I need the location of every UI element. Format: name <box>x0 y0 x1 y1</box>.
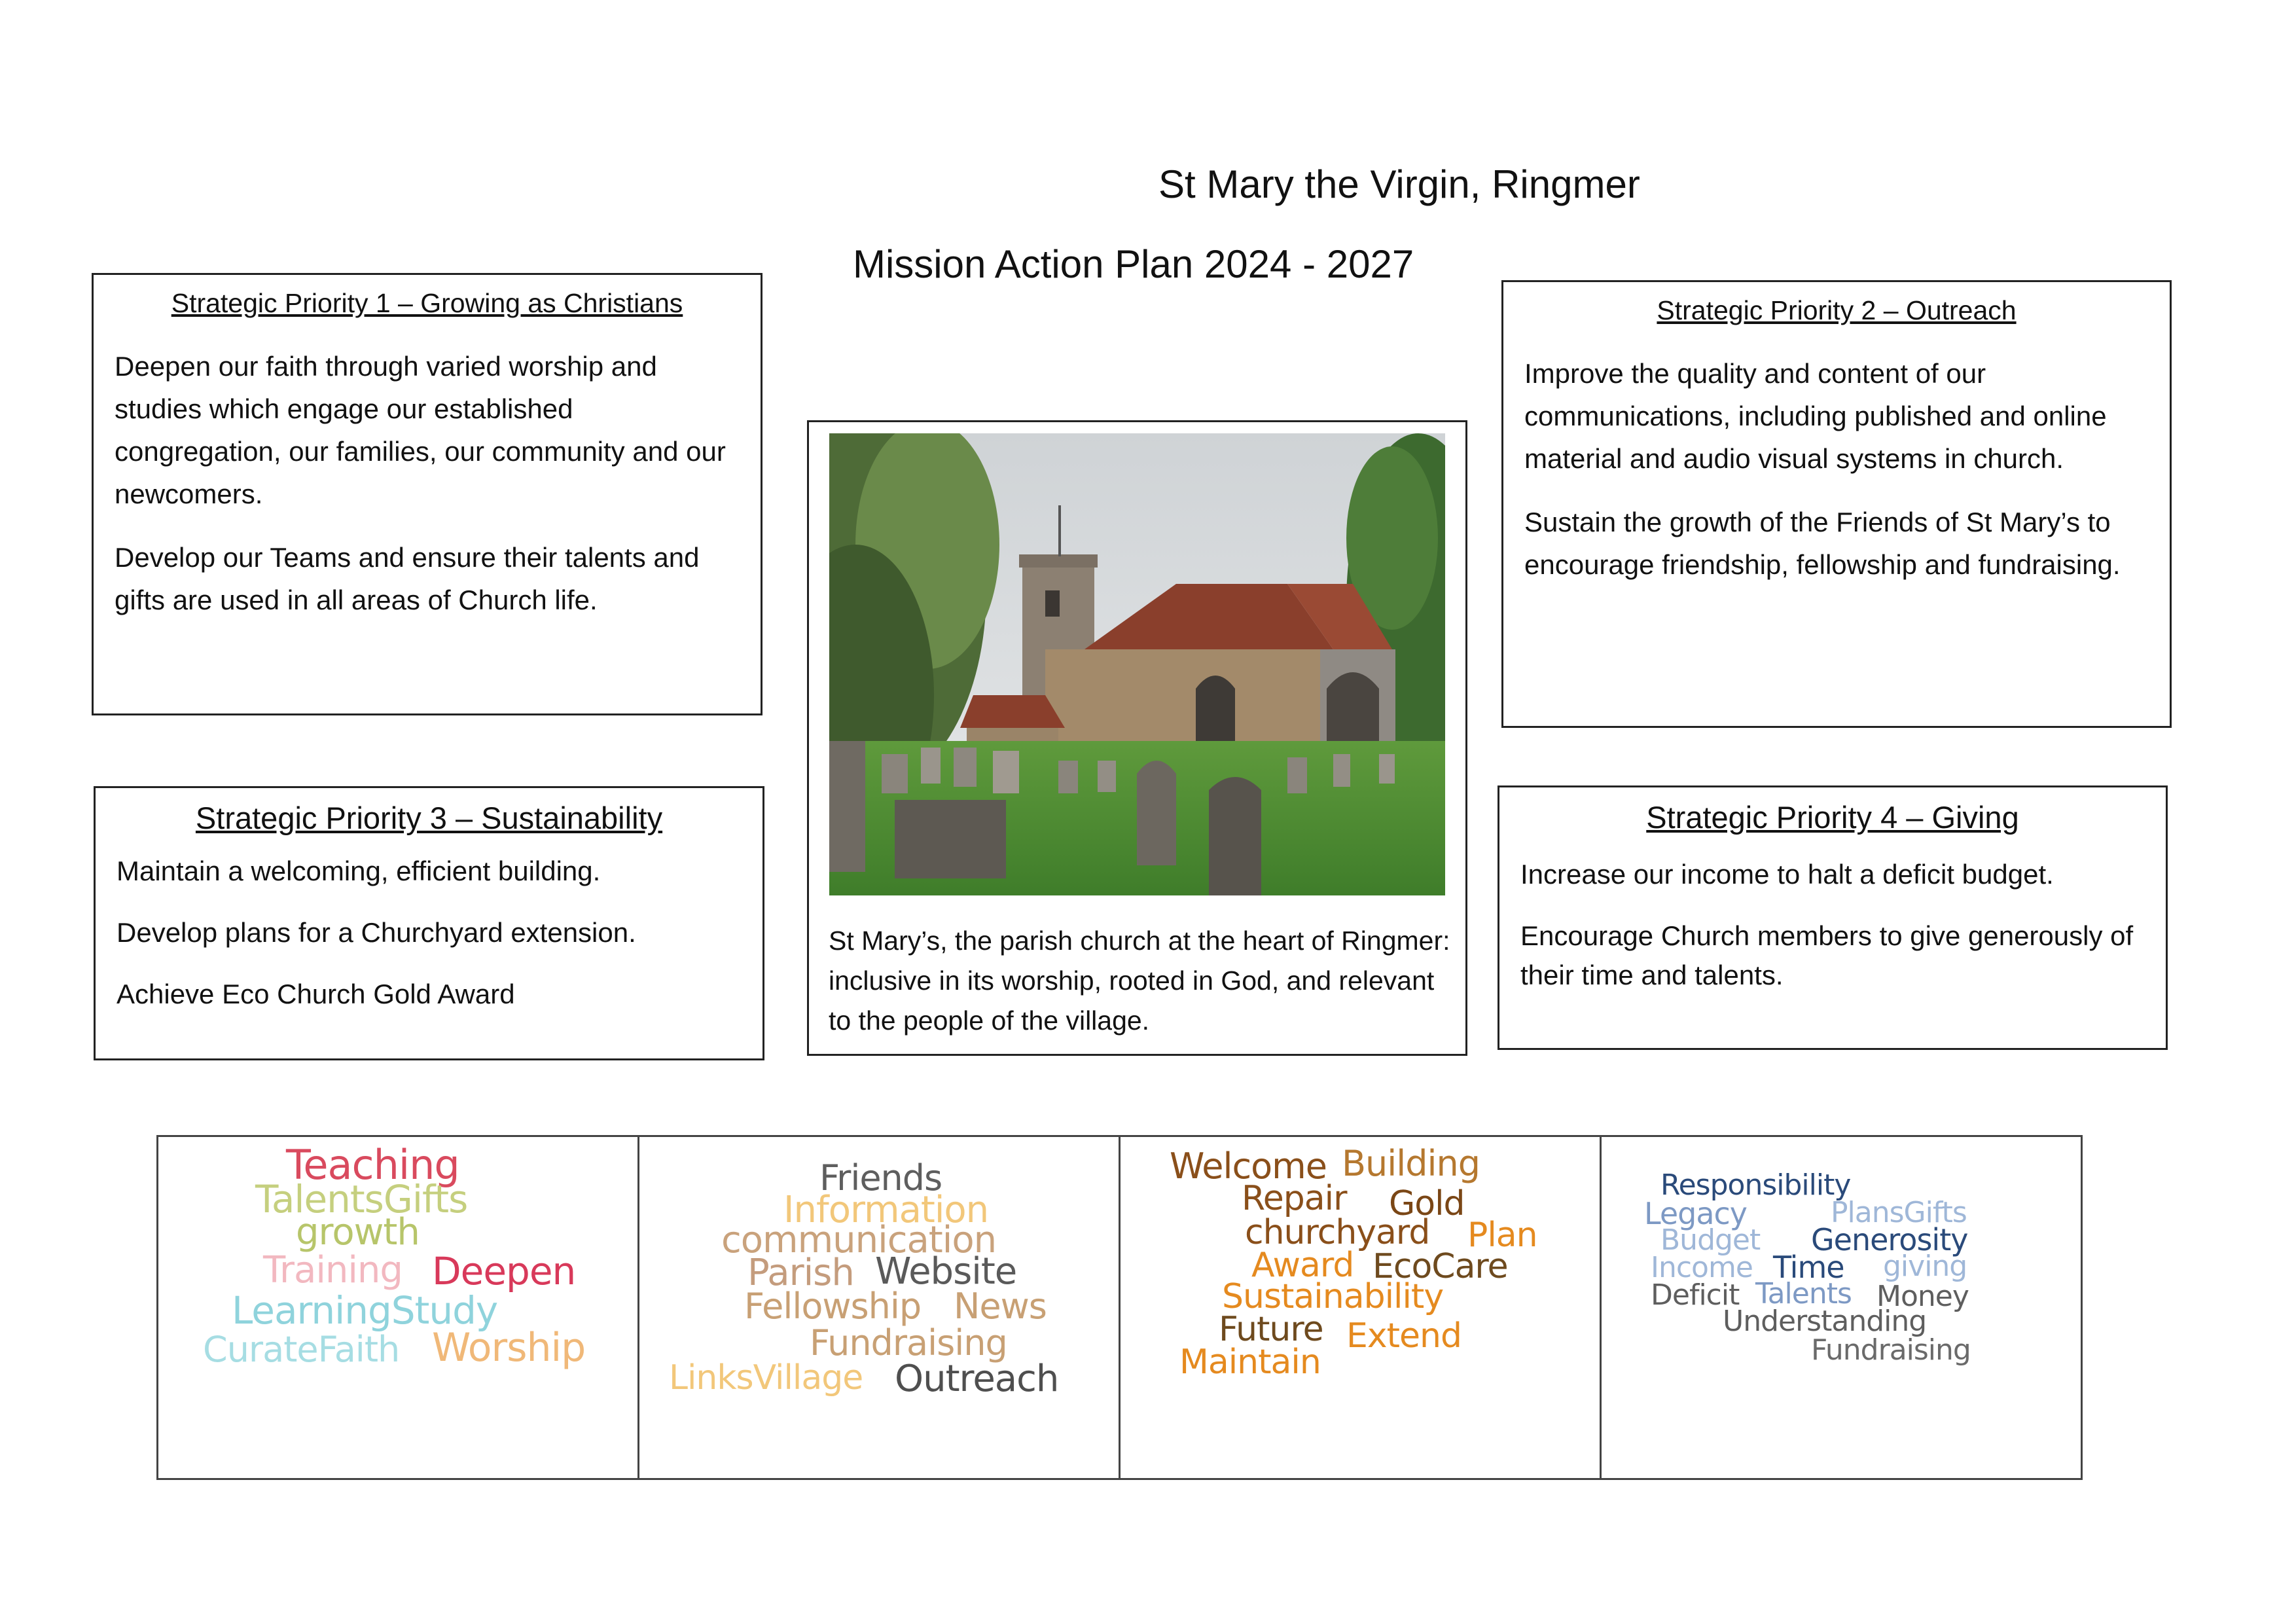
cloud-word: EcoCare <box>1372 1247 1508 1286</box>
church-photo <box>829 433 1445 895</box>
cloud-word: Parish <box>747 1252 854 1294</box>
priority-1-box <box>92 273 762 715</box>
cloud-word: Information <box>783 1189 989 1231</box>
cloud-word: Worship <box>432 1325 586 1371</box>
cloud-word: growth <box>296 1211 420 1254</box>
cloud-word: Budget <box>1660 1223 1761 1257</box>
cloud-word: Fundraising <box>810 1322 1007 1363</box>
cloud-word: Generosity <box>1811 1222 1968 1257</box>
priority-4-title: Strategic Priority 4 – Giving <box>1646 800 2019 835</box>
word-cloud-sustainability <box>1121 1137 1602 1478</box>
cloud-word: Money <box>1876 1280 1969 1313</box>
church-photo-panel <box>807 420 1467 1056</box>
cloud-word: giving <box>1883 1250 1967 1283</box>
cloud-word: LearningStudy <box>232 1288 498 1333</box>
cloud-word: Award <box>1251 1246 1354 1285</box>
cloud-word: Responsibility <box>1660 1168 1851 1202</box>
cloud-word: Plan <box>1467 1216 1537 1255</box>
priority-2-title: Strategic Priority 2 – Outreach <box>1657 295 2017 325</box>
cloud-word: communication <box>721 1219 997 1261</box>
priority-2-paragraph-2: Sustain the growth of the Friends of St Mary’s to encourage friendship, fellowship and fundraising. <box>1524 507 2121 580</box>
priority-4-box <box>1498 785 2168 1050</box>
priority-2-box <box>1501 280 2172 728</box>
word-cloud-outreach <box>639 1137 1121 1478</box>
cloud-word: Friends <box>819 1157 942 1199</box>
cloud-word: Outreach <box>895 1358 1059 1400</box>
cloud-word: Deepen <box>432 1249 576 1293</box>
cloud-word: Gold <box>1389 1184 1465 1223</box>
cloud-word: Future <box>1219 1310 1323 1349</box>
priority-3-title: Strategic Priority 3 – Sustainability <box>195 801 663 835</box>
cloud-word: Understanding <box>1723 1305 1927 1338</box>
cloud-word: Welcome <box>1170 1146 1327 1187</box>
cloud-word: Income <box>1651 1251 1753 1284</box>
cloud-word: News <box>954 1286 1047 1327</box>
priority-3-paragraph-1: Maintain a welcoming, efficient building. <box>117 856 601 886</box>
word-cloud-growing <box>158 1137 639 1478</box>
cloud-word: LinksVillage <box>669 1358 863 1398</box>
plan-title-heading: Mission Action Plan 2024 - 2027 <box>853 242 1414 286</box>
priority-3-paragraph-3: Achieve Eco Church Gold Award <box>117 979 515 1009</box>
cloud-word: Time <box>1773 1250 1844 1285</box>
cloud-word: Maintain <box>1179 1343 1321 1382</box>
cloud-word: Building <box>1342 1143 1480 1184</box>
cloud-word: Extend <box>1346 1316 1462 1356</box>
cloud-word: Fellowship <box>744 1286 922 1327</box>
cloud-word: CurateFaith <box>203 1329 400 1370</box>
cloud-word: Repair <box>1242 1179 1347 1218</box>
priority-1-title: Strategic Priority 1 – Growing as Christians <box>171 288 683 318</box>
church-caption: St Mary’s, the parish church at the heart of Ringmer: inclusive in its worship, rooted in God, and relevant to the people of the village. <box>829 926 1450 1036</box>
cloud-word: Sustainability <box>1222 1277 1444 1316</box>
priority-4-paragraph-2: Encourage Church members to give generously of their time and talents. <box>1520 920 2134 990</box>
cloud-word: TalentsGifts <box>255 1177 468 1221</box>
cloud-word: Website <box>875 1250 1017 1293</box>
cloud-word: Fundraising <box>1811 1333 1971 1367</box>
priority-2-paragraph-1: Improve the quality and content of our communications, including published and online material and audio visual systems in church. <box>1524 358 2107 474</box>
priority-3-paragraph-2: Develop plans for a Churchyard extension. <box>117 917 636 948</box>
cloud-word: Training <box>263 1249 403 1291</box>
church-name-heading: St Mary the Virgin, Ringmer <box>1158 162 1640 206</box>
cloud-word: Legacy <box>1644 1196 1748 1231</box>
priority-4-paragraph-1: Increase our income to halt a deficit budget. <box>1520 859 2054 890</box>
word-cloud-giving <box>1602 1137 2081 1478</box>
priority-3-box <box>94 786 764 1060</box>
cloud-word: PlansGifts <box>1831 1196 1967 1229</box>
cloud-word: churchyard <box>1245 1213 1430 1252</box>
cloud-word: Deficit <box>1651 1278 1740 1312</box>
priority-1-paragraph-1: Deepen our faith through varied worship and studies which engage our established congregation, our families, our community and our newcomers. <box>115 351 726 509</box>
cloud-word: Talents <box>1755 1277 1852 1310</box>
cloud-word: Teaching <box>286 1141 459 1189</box>
priority-1-paragraph-2: Develop our Teams and ensure their talents and gifts are used in all areas of Church life. <box>115 542 700 615</box>
word-cloud-strip <box>156 1135 2083 1480</box>
